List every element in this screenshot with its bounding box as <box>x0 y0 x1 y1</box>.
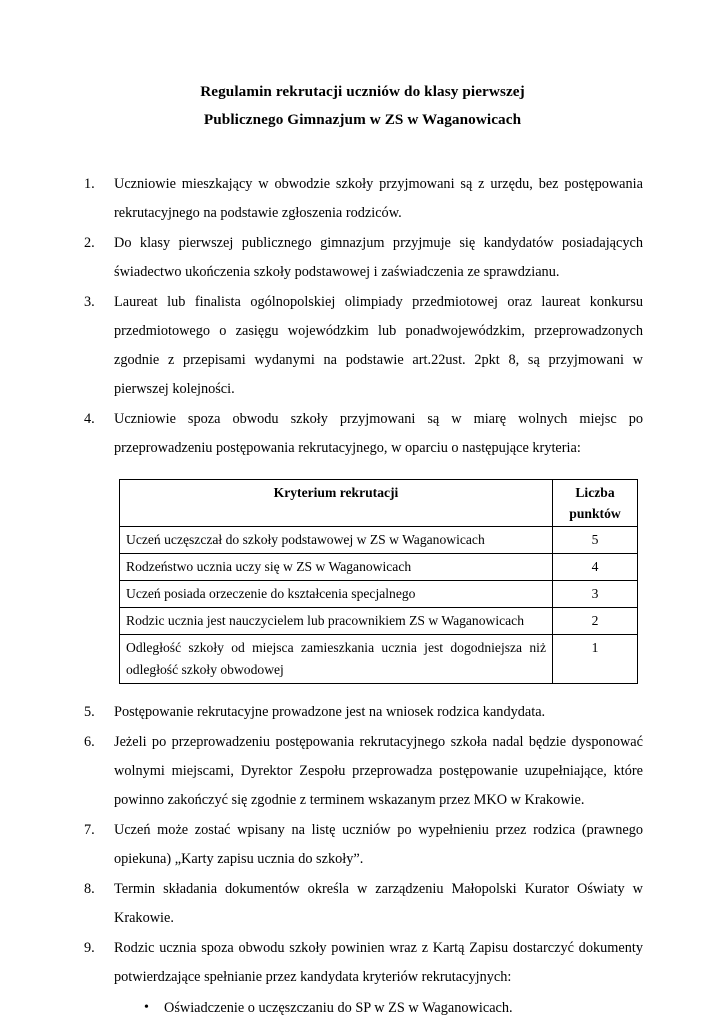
table-row <box>120 581 638 608</box>
list-item-7-text: Uczeń może zostać wpisany na listę uczniów po wypełnieniu przez rodzica (prawnego opiekuna) „Karty zapisu ucznia do szkoły”. <box>114 822 643 867</box>
page-title-line-2: Publicznego Gimnazjum w ZS w Waganowicach <box>203 111 522 128</box>
list-item-7-marker: 7. <box>84 822 95 838</box>
list-item-2-marker: 2. <box>84 235 95 251</box>
list-item-8 <box>82 875 643 933</box>
document-requirements-list <box>136 994 643 1023</box>
criteria-table-body <box>120 527 638 684</box>
list-item-1 <box>82 170 643 228</box>
table-header-row <box>120 480 638 527</box>
regulation-list <box>82 170 643 1023</box>
table-row <box>120 554 638 581</box>
list-item-7 <box>82 816 643 874</box>
cell-criterion: Uczeń posiada orzeczenie do kształcenia specjalnego <box>120 581 553 608</box>
cell-criterion: Odległość szkoły od miejsca zamieszkania ucznia jest dogodniejsza niż odległość szkoły obwodowej <box>120 635 553 684</box>
sub-list-item-text: Oświadczenie o uczęszczaniu do SP w ZS w Waganowicach. <box>164 1000 513 1016</box>
cell-criterion: Rodzic ucznia jest nauczycielem lub pracownikiem ZS w Waganowicach <box>120 608 553 635</box>
list-item-5-text: Postępowanie rekrutacyjne prowadzone jest na wniosek rodzica kandydata. <box>114 704 546 720</box>
sub-list-wrapper <box>114 994 643 1023</box>
list-item-8-text: Termin składania dokumentów określa w zarządzeniu Małopolski Kurator Oświaty w Krakowie. <box>114 881 643 926</box>
page-title <box>82 78 643 134</box>
list-item-2 <box>82 229 643 287</box>
cell-points: 5 <box>553 527 638 554</box>
column-header-points-line-2: punktów <box>569 506 621 521</box>
list-item-4-text: Uczniowie spoza obwodu szkoły przyjmowani są w miarę wolnych miejsc po przeprowadzeniu postępowania rekrutacyjnego, w oparciu o następujące kryteria: <box>114 411 643 456</box>
list-item-5-marker: 5. <box>84 704 95 720</box>
list-item <box>136 994 643 1023</box>
list-item-6 <box>82 728 643 815</box>
list-item-8-marker: 8. <box>84 881 95 897</box>
title-spacer <box>82 134 643 170</box>
column-header-points <box>553 480 638 527</box>
cell-points: 1 <box>553 635 638 684</box>
bullet-icon: • <box>144 1000 149 1015</box>
list-item-9-text: Rodzic ucznia spoza obwodu szkoły powinien wraz z Kartą Zapisu dostarczyć dokumenty potwierdzające spełnianie przez kandydata kryteriów rekrutacyjnych: <box>114 940 643 985</box>
list-item-1-marker: 1. <box>84 176 95 192</box>
table-row <box>120 608 638 635</box>
list-item-3-text: Laureat lub finalista ogólnopolskiej olimpiady przedmiotowej oraz laureat konkursu przedmiotowego o zasięgu wojewódzkim lub ponadwojewódzkim, przeprowadzonych zgodnie z przepisami wydanymi na podstawie art.22ust. 2pkt 8, są przyjmowani w pierwszej kolejności. <box>114 294 643 397</box>
table-row <box>120 527 638 554</box>
criteria-table <box>119 479 638 684</box>
list-item-9 <box>82 934 643 1023</box>
cell-points: 4 <box>553 554 638 581</box>
cell-points: 3 <box>553 581 638 608</box>
column-header-points-line-1: Liczba <box>575 485 615 500</box>
list-item-6-text: Jeżeli po przeprowadzeniu postępowania rekrutacyjnego szkoła nadal będzie dysponować wolnymi miejscami, Dyrektor Zespołu przeprowadza postępowanie uzupełniające, które powinno zakończyć się zgodnie z terminem wskazanym przez MKO w Krakowie. <box>114 734 643 808</box>
list-item-4-marker: 4. <box>84 411 95 427</box>
list-item-3-marker: 3. <box>84 294 95 310</box>
cell-criterion: Rodzeństwo ucznia uczy się w ZS w Waganowicach <box>120 554 553 581</box>
list-item-4 <box>82 405 643 684</box>
list-item-6-marker: 6. <box>84 734 95 750</box>
page-title-line-1: Regulamin rekrutacji uczniów do klasy pierwszej <box>200 83 525 100</box>
list-item-1-text: Uczniowie mieszkający w obwodzie szkoły przyjmowani są z urzędu, bez postępowania rekrutacyjnego na podstawie zgłoszenia rodziców. <box>114 176 643 221</box>
cell-points: 2 <box>553 608 638 635</box>
criteria-table-head <box>120 480 638 527</box>
list-item-9-marker: 9. <box>84 940 95 956</box>
criteria-table-wrapper <box>114 479 643 684</box>
list-item-2-text: Do klasy pierwszej publicznego gimnazjum przyjmuje się kandydatów posiadających świadectwo ukończenia szkoły podstawowej i zaświadczenia ze sprawdzianu. <box>114 235 643 280</box>
list-item-5 <box>82 698 643 727</box>
list-item-3 <box>82 288 643 404</box>
table-row <box>120 635 638 684</box>
cell-criterion: Uczeń uczęszczał do szkoły podstawowej w ZS w Waganowicach <box>120 527 553 554</box>
column-header-criterion: Kryterium rekrutacji <box>120 480 553 527</box>
